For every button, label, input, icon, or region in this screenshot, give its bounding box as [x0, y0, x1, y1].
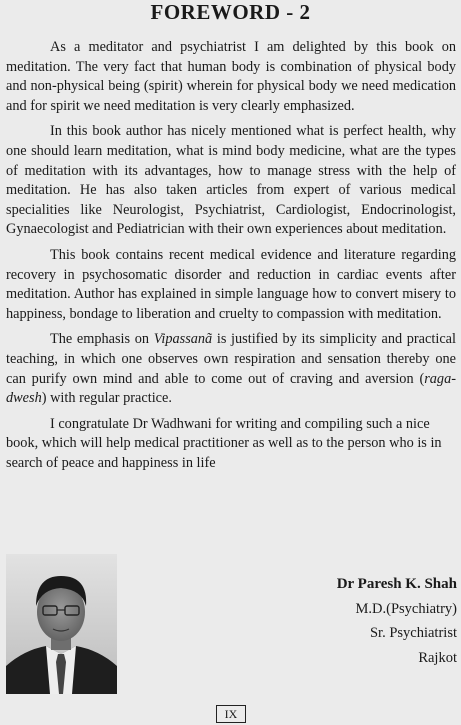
author-name: Dr Paresh K. Shah: [336, 576, 457, 592]
paragraph-4: [6, 330, 456, 408]
page-title: FOREWORD - 2: [150, 0, 311, 24]
page-number: IX: [216, 705, 246, 723]
foreword-body: [6, 38, 456, 479]
author-designation: Sr. Psychiatrist: [369, 625, 457, 641]
author-city: Rajkot: [418, 649, 457, 666]
paragraph-4-part-1: The emphasis on: [50, 331, 154, 348]
author-qualification: M.D.(Psychiatry): [355, 600, 457, 617]
paragraph-1: As a meditator and psychiatrist I am delighted by this book on meditation. The very fact that human body is combination of physical body and non-physical being (spirit) wherein for physical body we need medication and for spirit we need meditation is very clearly emphasized.: [6, 39, 456, 114]
paragraph-3: This book contains recent medical evidence and literature regarding recovery in psychosomatic disorder and reduction in cardiac events after meditation. Author has explained in simple language how to convert misery to happiness, bondage to liberation and cruelty to compassion with meditation.: [6, 246, 456, 322]
paragraph-2: In this book author has nicely mentioned what is perfect health, why one should learn meditation, what is mind body medicine, what are the types of meditation with its advantages, how to manage stress with the help of meditation. He has also taken articles from expert of various medical specialities like Neurologist, Psychiatrist, Cardiologist, Endocrinologist, Gynaecologist and Pediatrician with their own experiences about meditation.: [6, 123, 456, 238]
paragraph-4-part-2: is justified by its simplicity and practical teaching, in which one observes own respiration and sensation thereby one can purify own mind and able to come out of craving and aversion (: [6, 331, 456, 387]
author-portrait-image: [6, 554, 117, 694]
vipassana-term: Vipassanã: [153, 331, 213, 348]
raga-dwesh-term: raga-dwesh: [6, 370, 456, 407]
paragraph-4-part-3: ) with regular practice.: [41, 390, 172, 407]
signature-block: [337, 572, 457, 670]
author-photo: [6, 554, 117, 694]
paragraph-5: I congratulate Dr Wadhwani for writing and compiling such a nice book, which will help medical practitioner as well as to the person who is in search of peace and happiness in life: [6, 415, 442, 471]
